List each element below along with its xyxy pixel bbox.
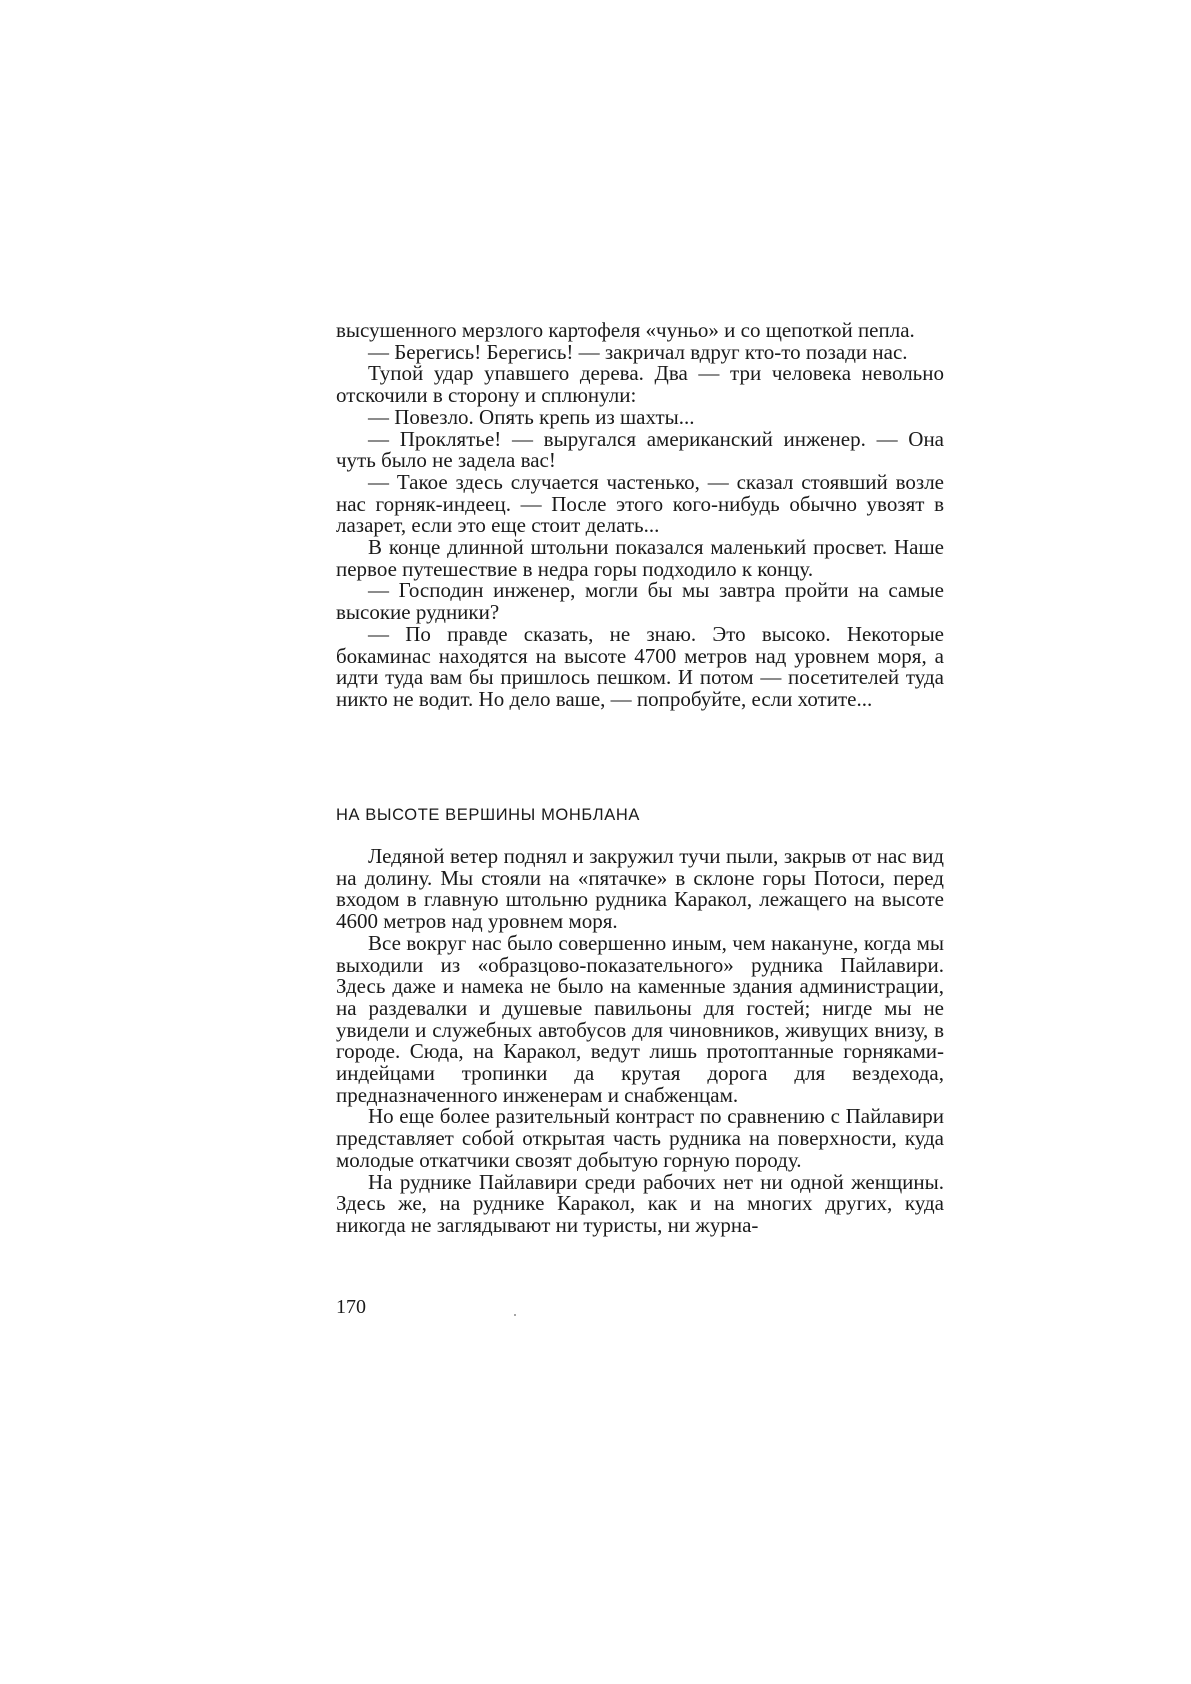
paragraph: — Такое здесь случается частенько, — сказал стоявший возле нас горняк-индеец. — После этого кого-нибудь обычно увозят в лазарет, если это еще стоит делать... (336, 469, 944, 538)
page-number: 170 (336, 1296, 366, 1318)
text-block-bottom (336, 846, 944, 1237)
paragraph: В конце длинной штольни показался маленький просвет. Наше первое путешествие в недра горы подходило к концу. (336, 535, 944, 581)
paragraph: — Повезло. Опять крепь из шахты... (368, 404, 695, 429)
paragraph: — Берегись! Берегись! — закричал вдруг кто-то позади нас. (368, 339, 908, 364)
paragraph: — Господин инженер, могли бы мы завтра пройти на самые высокие рудники? (336, 578, 944, 625)
paragraph: — По правде сказать, не знаю. Это высоко. Некоторые бокаминас находятся на высоте 4700 метров над уровнем моря, а идти туда вам бы пришлось пешком. И потом — посетителей туда никто не водит. Но дело ваше, — попробуйте, если хотите... (336, 621, 944, 711)
section-heading: НА ВЫСОТЕ ВЕРШИНЫ МОНБЛАНА (336, 806, 640, 824)
paragraph: Тупой удар упавшего дерева. Два — три человека невольно отскочили в сторону и сплюнули: (336, 361, 944, 408)
paragraph: Ледяной ветер поднял и закружил тучи пыли, закрыв от нас вид на долину. Мы стояли на «пятачке» в склоне горы Потоси, перед входом в главную штольню рудника Каракол, лежащего на высоте 4600 метров над уровнем моря. (336, 844, 944, 934)
paragraph: высушенного мерзлого картофеля «чуньо» и со щепоткой пепла. (336, 318, 915, 342)
scan-speck (514, 1314, 516, 1316)
paragraph: На руднике Пайлавири среди рабочих нет ни одной женщины. Здесь же, на руднике Каракол, как и на многих других, куда никогда не заглядывают ни туристы, ни журна- (336, 1169, 944, 1237)
text-block-top (336, 320, 944, 711)
paragraph: Но еще более разительный контраст по сравнению с Пайлавири представляет собой открытая часть рудника на поверхности, куда молодые откатчики свозят добытую горную породу. (336, 1104, 944, 1172)
paragraph: Все вокруг нас было совершенно иным, чем накануне, когда мы выходили из «образцово-показательного» рудника Пайлавири. Здесь даже и намека не было на каменные здания администрации, на раздевалки и душевые павильоны для гостей; нигде мы не увидели и служебных автобусов для чиновников, живущих внизу, в городе. Сюда, на Каракол, ведут лишь протоптанные горняками-индейцами тропинки да крутая дорога для вездехода, предназначенного инженерам и снабженцам. (336, 930, 944, 1107)
paragraph: — Проклятье! — выругался американский инженер. — Она чуть было не задела вас! (336, 426, 944, 473)
